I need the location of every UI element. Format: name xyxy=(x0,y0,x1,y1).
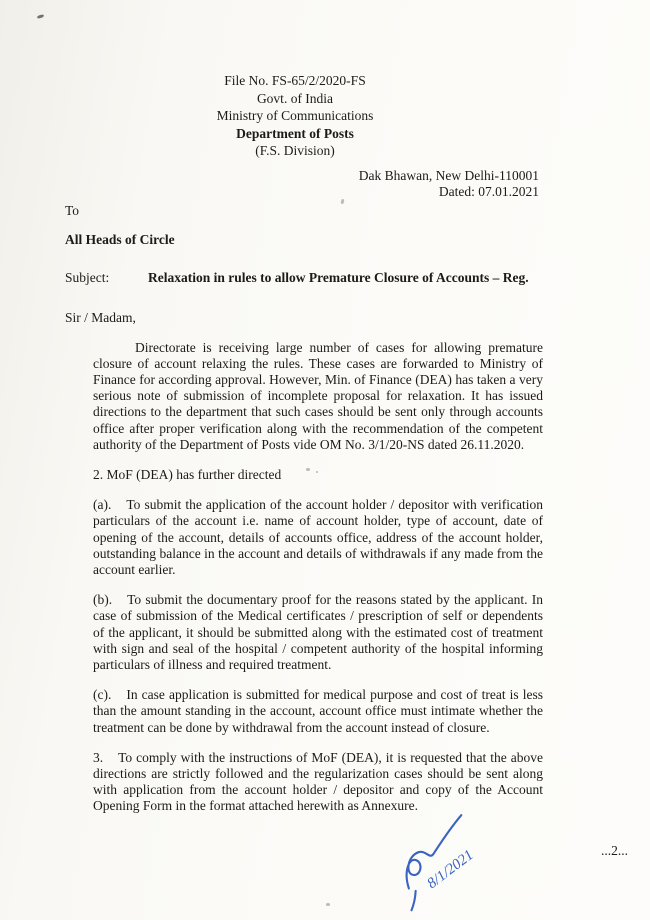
division-line: (F.S. Division) xyxy=(255,143,335,158)
scan-speck xyxy=(306,468,310,471)
scan-speck xyxy=(37,14,45,19)
item-c-label: (c). xyxy=(93,687,112,703)
paragraph-3-text: To comply with the instructions of MoF (DEA), it is requested that the above directions are strictly followed and the regularization cases should be sent along with application from the account holder / depositor and copy of the Account Opening Form in the format attached herewith as Annexure. xyxy=(93,749,543,814)
letter-date: Dated: 07.01.2021 xyxy=(438,183,539,199)
paragraph-3 xyxy=(93,750,543,815)
item-c-text: In case application is submitted for medical purpose and cost of treat is less than the amount standing in the account, account office must intimate whether the treatment can be done by withdrawal from the account instead of closure. xyxy=(93,687,543,735)
paragraph-1: Directorate is receiving large number of cases for allowing premature closure of account relaxing the rules. These cases are forwarded to Ministry of Finance for according approval. However, Min. of Finance (DEA) has taken a very serious note of submission of incomplete proposal for relaxation. It has issued directions to the department that such cases should be sent only through accounts office after proper verification along with the recommendation of the competent authority of the Department of Posts vide OM No. 3/1/20-NS dated 26.11.2020. xyxy=(93,339,543,452)
subject-line xyxy=(65,270,547,286)
salutation: Sir / Madam, xyxy=(65,309,136,325)
handwritten-signature xyxy=(368,812,528,917)
item-a-text: To submit the application of the account holder / depositor with verification particulars of the account i.e. name of account holder, type of account, date of opening of the account, details of accounts office, address of the account holder, outstanding balance in the account and details of withdrawals if any made from the account earlier. xyxy=(93,497,543,577)
signature-date-text: 8/1/2021 xyxy=(424,847,477,893)
file-number: File No. FS-65/2/2020-FS xyxy=(224,73,366,88)
to-label: To xyxy=(65,202,80,218)
item-b-label: (b). xyxy=(93,592,113,608)
paragraph-2-heading: 2. MoF (DEA) has further directed xyxy=(93,466,282,482)
page-number-marker: ...2... xyxy=(601,843,628,858)
letterhead xyxy=(65,72,525,160)
subject-text: Relaxation in rules to allow Premature Closure of Accounts – Reg. xyxy=(148,269,529,285)
department-line: Department of Posts xyxy=(236,125,354,141)
paragraph-item-a xyxy=(93,497,543,578)
letter-content xyxy=(65,72,547,815)
paragraph-3-label: 3. xyxy=(93,749,104,765)
signature-scribble-icon xyxy=(368,812,528,917)
item-a-label: (a). xyxy=(93,497,112,513)
office-address: Dak Bhawan, New Delhi-110001 xyxy=(358,167,539,183)
subject-label: Subject: xyxy=(65,269,110,285)
paragraph-item-b xyxy=(93,592,543,673)
scan-speck xyxy=(326,903,330,906)
office-address-block xyxy=(65,168,547,200)
paragraph-item-c xyxy=(93,687,543,736)
govt-line: Govt. of India xyxy=(256,90,334,106)
ministry-line: Ministry of Communications xyxy=(216,108,374,123)
item-b-text: To submit the documentary proof for the reasons stated by the applicant. In case of submission of the Medical certificates / prescription of self or dependents of the applicant, it should be submitted along with the estimated cost of treatment with sign and seal of the hospital / competent authority of the hospital informing particulars of illness and required treatment. xyxy=(93,592,543,672)
addressee: All Heads of Circle xyxy=(65,231,175,247)
scan-speck xyxy=(316,471,318,473)
